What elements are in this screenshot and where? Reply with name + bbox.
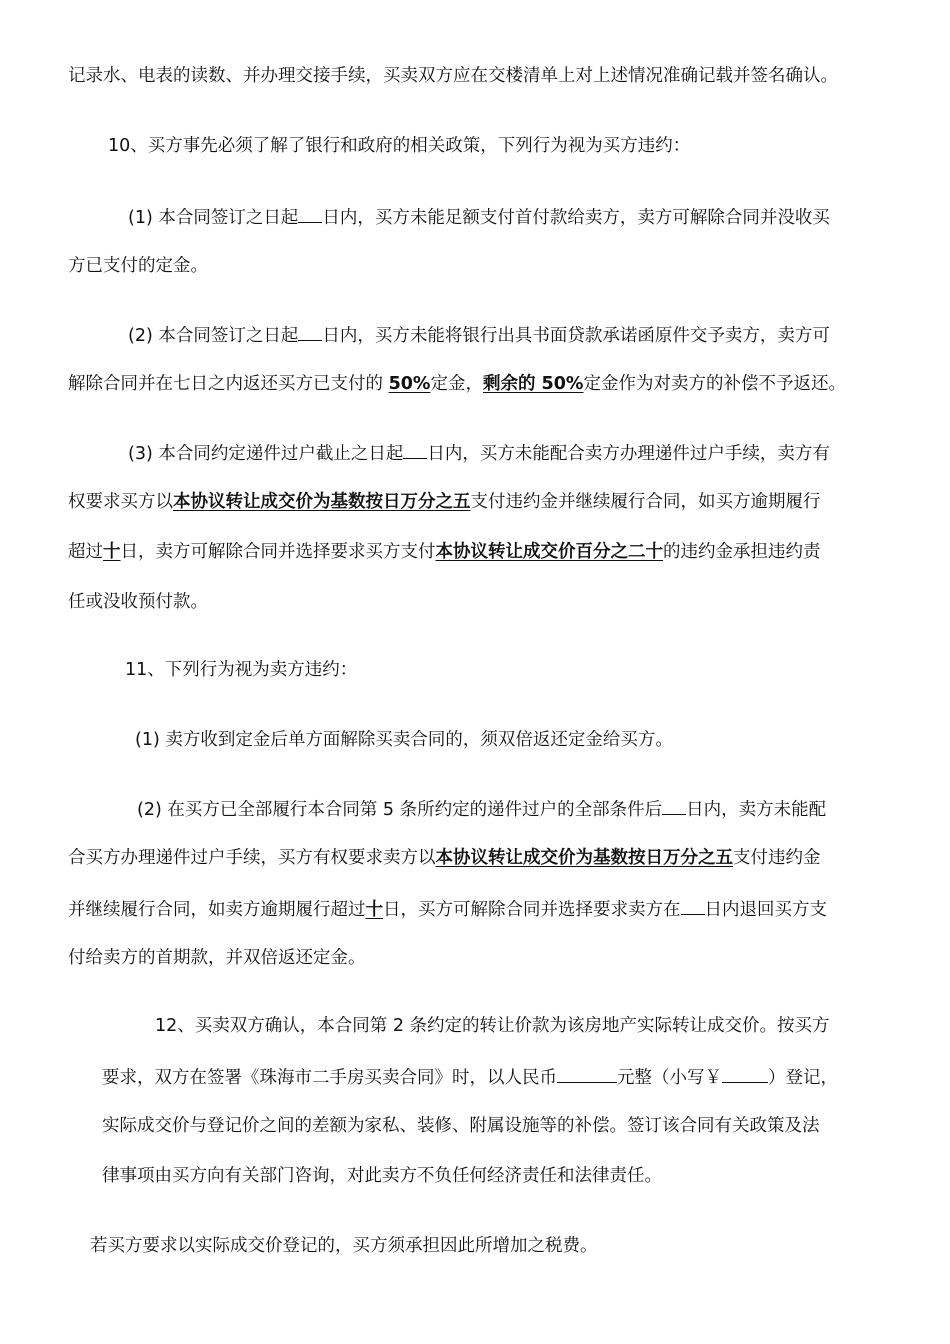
paragraph-intro: 记录水、电表的读数、并办理交接手续，买卖双方应在交楼清单上对上述情况准确记载并签名确认。 xyxy=(68,66,838,86)
clause-10-item-2-line-2: 解除合同并在七日之内返还买方已支付的 50%定金，剩余的 50%定金作为对卖方的补偿不予返还。 xyxy=(68,374,846,394)
clause-11-item-2-line-1: (2) 在买方已全部履行本合同第 5 条所约定的递件过户的全部条件后 日内，卖方未能配 xyxy=(137,796,826,820)
fill-blank xyxy=(298,204,322,223)
emphasis-daily-penalty: 本协议转让成交价为基数按日万分之五 xyxy=(173,492,471,512)
clause-11-item-1: (1) 卖方收到定金后单方面解除买卖合同的，须双倍返还定金给买方。 xyxy=(135,730,673,750)
emphasis-remaining-50-percent: 剩余的 50% xyxy=(482,374,584,394)
clause-10-item-1-line-2: 方已支付的定金。 xyxy=(68,256,208,276)
clause-12-line-2: 要求，双方在签署《珠海市二手房买卖合同》时，以人民币 元整（小写￥ ）登记， xyxy=(102,1064,838,1088)
clause-12-line-1: 12、买卖双方确认，本合同第 2 条约定的转让价款为该房地产实际转让成交价。按买方 xyxy=(155,1016,830,1036)
emphasis-twenty-percent: 本协议转让成交价百分之二十 xyxy=(435,542,663,562)
clause-10-item-1-line-1: (1) 本合同签订之日起 日内，买方未能足额支付首付款给卖方，卖方可解除合同并没收买 xyxy=(128,204,830,228)
fill-blank xyxy=(681,896,705,915)
clause-10-item-3-line-2: 权要求买方以本协议转让成交价为基数按日万分之五支付违约金并继续履行合同，如买方逾期履行 xyxy=(68,492,821,512)
amount-blank-words xyxy=(557,1064,617,1083)
fill-blank xyxy=(662,796,686,815)
clause-10-item-3-line-3: 超过十日，卖方可解除合同并选择要求买方支付本协议转让成交价百分之二十的违约金承担违约责 xyxy=(68,542,821,562)
emphasis-ten: 十 xyxy=(103,542,121,562)
emphasis-50-percent: 50% xyxy=(388,374,431,394)
fill-blank xyxy=(403,440,427,459)
clause-11-item-2-line-2: 合买方办理递件过户手续，买方有权要求卖方以本协议转让成交价为基数按日万分之五支付违约金 xyxy=(68,848,821,868)
amount-blank-figures xyxy=(722,1064,768,1083)
clause-11-item-2-line-3: 并继续履行合同，如卖方逾期履行超过十日，买方可解除合同并选择要求卖方在 日内退回买方支 xyxy=(68,896,827,920)
clause-11-heading: 11、下列行为视为卖方违约： xyxy=(125,660,358,680)
clause-10-item-3-line-4: 任或没收预付款。 xyxy=(68,592,208,612)
clause-10-heading: 10、买方事先必须了解了银行和政府的相关政策，下列行为视为买方违约： xyxy=(108,136,691,156)
clause-12-line-3: 实际成交价与登记价之间的差额为家私、装修、附属设施等的补偿。签订该合同有关政策及法 xyxy=(102,1116,820,1136)
clause-11-item-2-line-4: 付给卖方的首期款，并双倍返还定金。 xyxy=(68,948,366,968)
fill-blank xyxy=(298,322,322,341)
paragraph-tail: 若买方要求以实际成交价登记的，买方须承担因此所增加之税费。 xyxy=(90,1236,598,1256)
clause-12-line-4: 律事项由买方向有关部门咨询，对此卖方不负任何经济责任和法律责任。 xyxy=(102,1166,662,1186)
clause-10-item-2-line-1: (2) 本合同签订之日起 日内，买方未能将银行出具书面贷款承诺函原件交予卖方，卖方可 xyxy=(128,322,830,346)
emphasis-daily-penalty: 本协议转让成交价为基数按日万分之五 xyxy=(435,848,733,868)
clause-10-item-3-line-1: (3) 本合同约定递件过户截止之日起 日内，买方未能配合卖方办理递件过户手续，卖方有 xyxy=(128,440,830,464)
emphasis-ten: 十 xyxy=(365,900,383,920)
